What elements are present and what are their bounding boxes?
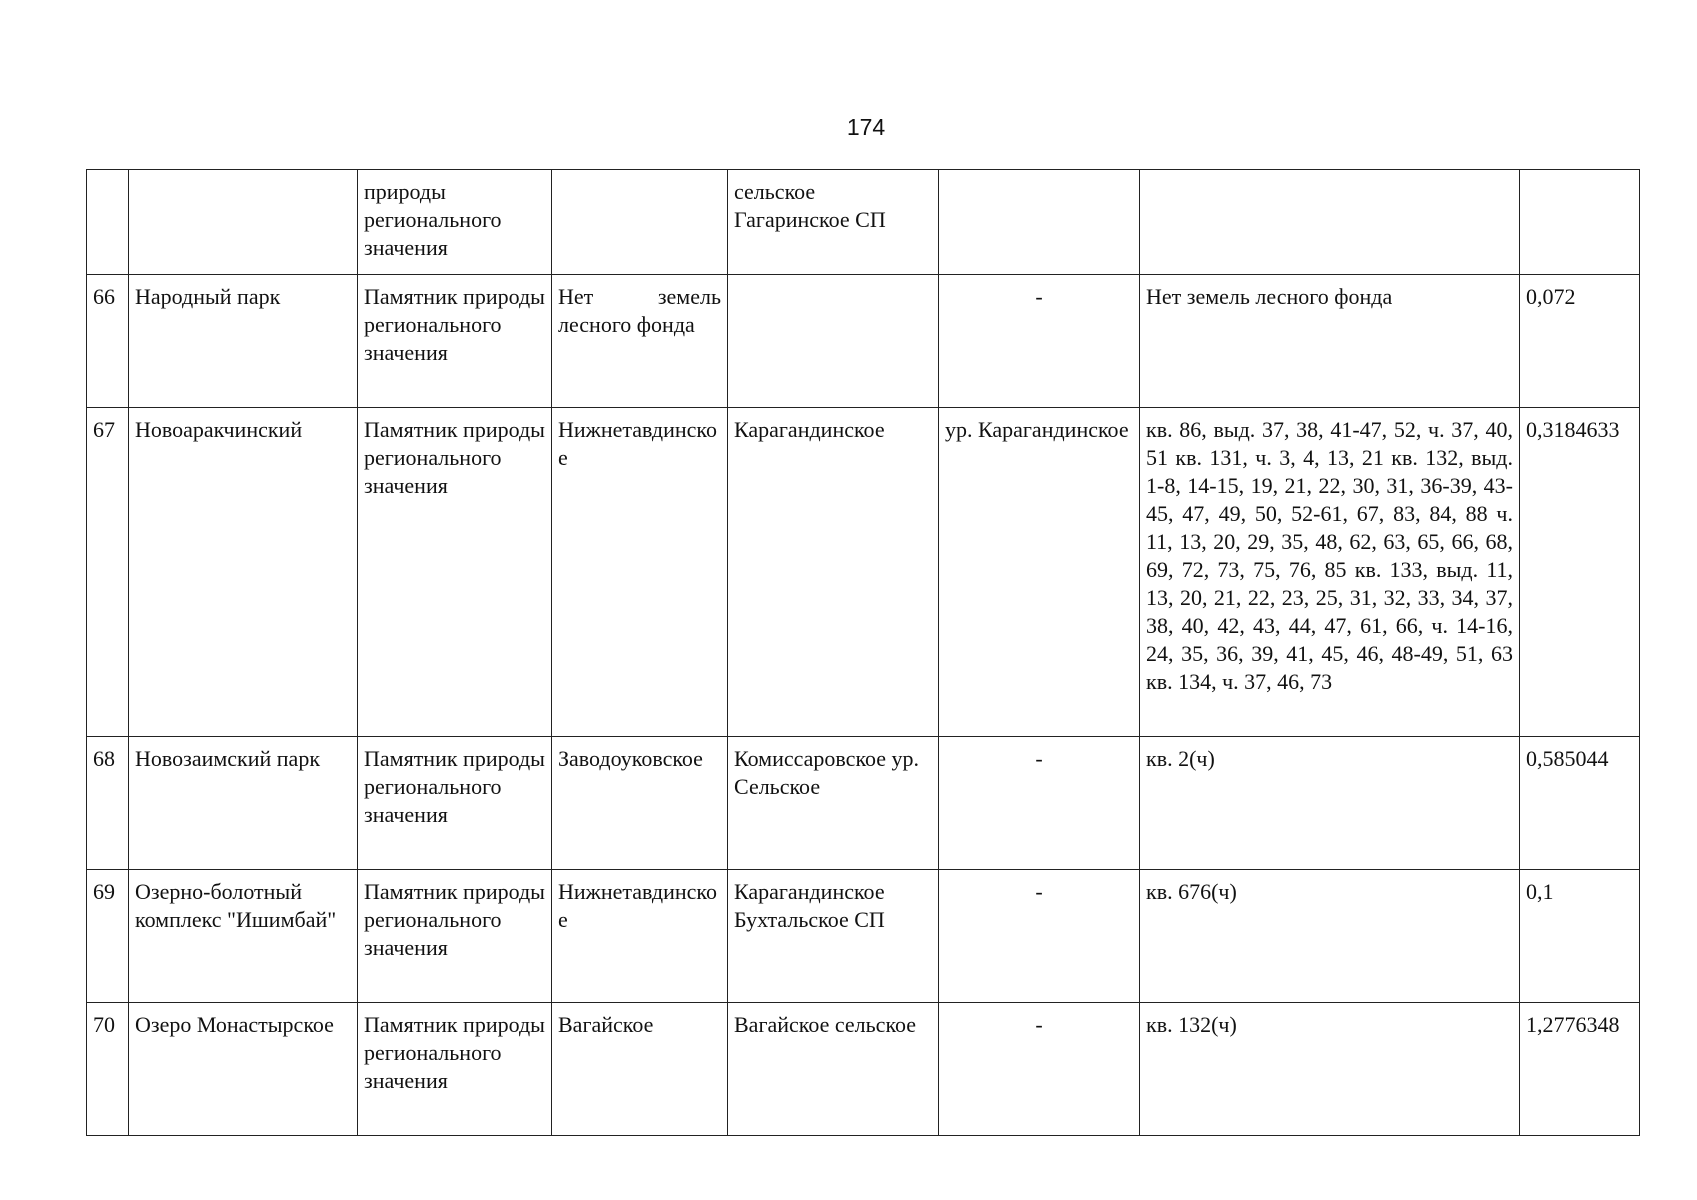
row-number: 70	[87, 1003, 129, 1136]
page-number: 174	[846, 114, 886, 140]
quarter-numbers: кв. 676(ч)	[1140, 870, 1520, 1003]
area-value: 0,072	[1520, 275, 1640, 408]
row-number: 66	[87, 275, 129, 408]
object-category: Памятник природы регионального значения	[358, 275, 552, 408]
tract-name: -	[939, 1003, 1140, 1136]
forestry-name	[552, 170, 728, 275]
district-forestry	[728, 275, 939, 408]
area-value: 0,1	[1520, 870, 1640, 1003]
quarter-numbers: кв. 132(ч)	[1140, 1003, 1520, 1136]
district-forestry: Карагандинское Бухтальское СП	[728, 870, 939, 1003]
row-number: 69	[87, 870, 129, 1003]
area-value: 1,2776348	[1520, 1003, 1640, 1136]
object-name: Озерно-болотный комплекс "Ишимбай"	[129, 870, 358, 1003]
object-category: Памятник природы регионального значения	[358, 870, 552, 1003]
forestry-name: Нижнетавдинское	[552, 870, 728, 1003]
table-row	[87, 870, 1640, 1003]
object-category: Памятник природы регионального значения	[358, 1003, 552, 1136]
forestry-name: Нет земель лесного фонда	[552, 275, 728, 408]
quarter-numbers	[1140, 170, 1520, 275]
table-row	[87, 1003, 1640, 1136]
district-forestry: Комиссаровское ур. Сельское	[728, 737, 939, 870]
object-name: Новоаракчинский	[129, 408, 358, 737]
area-value: 0,585044	[1520, 737, 1640, 870]
table-row	[87, 170, 1640, 275]
object-name	[129, 170, 358, 275]
object-category: природы регионального значения	[358, 170, 552, 275]
row-number: 67	[87, 408, 129, 737]
protected-areas-table	[86, 169, 1640, 1136]
object-name: Озеро Монастырское	[129, 1003, 358, 1136]
table-row	[87, 275, 1640, 408]
quarter-numbers: кв. 2(ч)	[1140, 737, 1520, 870]
tract-name: -	[939, 870, 1140, 1003]
forestry-name: Заводоуковское	[552, 737, 728, 870]
object-name: Новозаимский парк	[129, 737, 358, 870]
tract-name: -	[939, 737, 1140, 870]
row-number: 68	[87, 737, 129, 870]
tract-name: -	[939, 275, 1140, 408]
table-row	[87, 737, 1640, 870]
area-value	[1520, 170, 1640, 275]
object-category: Памятник природы регионального значения	[358, 408, 552, 737]
district-forestry: Карагандинское	[728, 408, 939, 737]
area-value: 0,3184633	[1520, 408, 1640, 737]
tract-name: ур. Карагандинское	[939, 408, 1140, 737]
forestry-name: Вагайское	[552, 1003, 728, 1136]
table-row	[87, 408, 1640, 737]
quarter-numbers: Нет земель лесного фонда	[1140, 275, 1520, 408]
quarter-numbers: кв. 86, выд. 37, 38, 41-47, 52, ч. 37, 40, 51 кв. 131, ч. 3, 4, 13, 21 кв. 132, выд. 1-8, 14-15, 19, 21, 22, 30, 31, 36-39, 43-45, 47, 49, 50, 52-61, 67, 83, 84, 88 ч. 11, 13, 20, 29, 35, 48, 62, 63, 65, 66, 68, 69, 72, 73, 75, 76, 85 кв. 133, выд. 11, 13, 20, 21, 22, 23, 25, 31, 32, 33, 34, 37, 38, 40, 42, 43, 44, 47, 61, 66, ч. 14-16, 24, 35, 36, 39, 41, 45, 46, 48-49, 51, 63 кв. 134, ч. 37, 46, 73	[1140, 408, 1520, 737]
row-number	[87, 170, 129, 275]
tract-name	[939, 170, 1140, 275]
district-forestry: Вагайское сельское	[728, 1003, 939, 1136]
forestry-name: Нижнетавдинское	[552, 408, 728, 737]
object-name: Народный парк	[129, 275, 358, 408]
district-forestry: сельское Гагаринское СП	[728, 170, 939, 275]
object-category: Памятник природы регионального значения	[358, 737, 552, 870]
